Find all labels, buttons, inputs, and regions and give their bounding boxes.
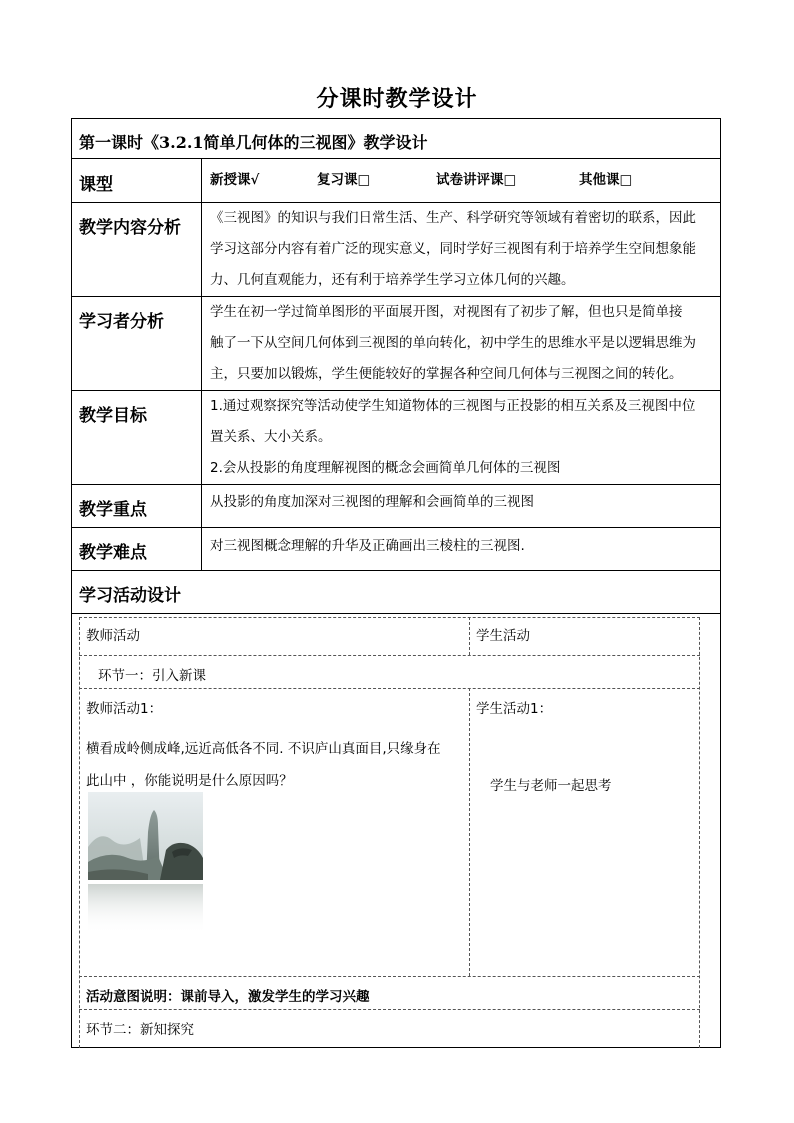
text-line: 置关系、大小关系。 [210,429,332,445]
dashed-divider [79,1009,700,1010]
content-analysis-text [210,203,715,296]
student-activity-1-text: 学生与老师一起思考 [490,778,612,794]
teacher-activity-1-text [86,733,441,797]
course-type-option-new: 新授课√ [210,172,260,188]
activity-design-label: 学习活动设计 [79,586,181,606]
dashed-divider [79,688,700,689]
row-divider [71,158,721,159]
text-line: 《三视图》的知识与我们日常生活、生产、科学研究等领域有着密切的联系，因此 [210,210,696,226]
row-divider [71,484,721,485]
text-line: 学习这部分内容有着广泛的现实意义，同时学好三视图有利于培养学生空间想象能 [210,241,696,257]
difficulties-text: 对三视图概念理解的升华及正确画出三棱柱的三视图. [210,538,525,554]
mountain-photo-reflection [88,884,203,934]
objectives-text [210,391,715,484]
course-type-option-review: 复习课□ [317,172,371,188]
content-analysis-label: 教学内容分析 [79,218,181,238]
course-type-option-other: 其他课□ [579,172,633,188]
column-divider [201,158,202,570]
objectives-label: 教学目标 [79,406,147,426]
text-line: 2.会从投影的角度理解视图的概念会画简单几何体的三视图 [210,460,561,476]
teacher-activity-header: 教师活动 [86,628,140,644]
activity-intent: 活动意图说明：课前导入，激发学生的学习兴趣 [86,989,370,1005]
dashed-column-divider [469,617,470,655]
row-divider [71,527,721,528]
row-divider [71,613,721,614]
dashed-divider [79,976,700,977]
page-title: 分课时教学设计 [316,86,478,112]
mountain-photo [88,792,203,880]
text-line: 1.通过观察探究等活动使学生知道物体的三视图与正投影的相互关系及三视图中位 [210,398,696,414]
course-type-label: 课型 [79,175,113,195]
student-activity-1-label: 学生活动1： [476,701,553,717]
text-line: 力、几何直观能力，还有利于培养学生学习立体几何的兴趣。 [210,272,575,288]
row-divider [71,570,721,571]
course-type-option-exam: 试卷讲评课□ [436,172,517,188]
teacher-activity-1-label: 教师活动1： [86,701,163,717]
learner-analysis-label: 学习者分析 [79,312,164,332]
key-points-text: 从投影的角度加深对三视图的理解和会画简单的三视图 [210,494,534,510]
text-line: 学生在初一学过简单图形的平面展开图，对视图有了初步了解，但也只是简单接 [210,304,683,320]
student-activity-header: 学生活动 [476,628,530,644]
difficulties-label: 教学难点 [79,543,147,563]
text-line: 此山中 ，你能说明是什么原因吗？ [86,773,293,789]
section-1-title: 环节一：引入新课 [98,668,206,684]
dashed-column-divider [469,688,470,976]
text-line: 触了一下从空间几何体到三视图的单向转化，初中学生的思维水平是以逻辑思维为 [210,335,696,351]
section-2-title: 环节二：新知探究 [86,1022,194,1038]
text-line: 主，只要加以锻炼，学生便能较好的掌握各种空间几何体与三视图之间的转化。 [210,366,683,382]
dashed-divider [79,655,700,656]
learner-analysis-text [210,297,715,390]
key-points-label: 教学重点 [79,500,147,520]
lesson-title: 第一课时《3.2.1简单几何体的三视图》教学设计 [79,133,428,152]
text-line: 横看成岭侧成峰,远近高低各不同. 不识庐山真面目,只缘身在 [86,741,441,757]
